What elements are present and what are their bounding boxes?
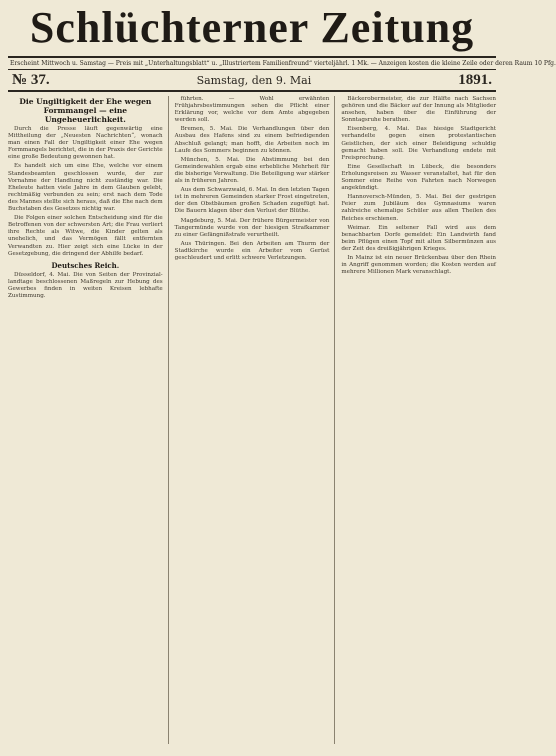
subscription-line: Erscheint Mittwoch u. Samstag — Preis mit „Unterhaltungsblatt“ u. „Illustriertem Familienfreund“ vierteljährl. 1 Mk. — Anzeigen kosten die kleine Zeile oder deren Raum 10 Pfg. bbox=[8, 56, 496, 70]
article-paragraph: Die Folgen einer solchen Entscheidung sind für die Betroffenen von der schwersten Art; die Frau verliert ihre Rechte als Witwe, die Kinder gelten als unehelich, und das Vermögen fällt entfernten Verwandten zu. Hier zeigt sich eine Lücke in der Gesetzgebung, die dringend der Abhilfe bedarf. bbox=[8, 215, 163, 257]
article-paragraph: Bäckerobermeister, die zur Hälfte nach Sachsen gehören und die Bäcker auf der Innung als Mitglieder ansehen, haben über die Einführung der Sonntagsruhe berathen. bbox=[341, 96, 497, 124]
article-paragraph: Eisenberg, 4. Mai. Das hiesige Stadtgericht verhandelte gegen einen protestantischen Geistlichen, der sich einer Beleidigung schuldig gemacht haben soll. Die Verhandlung endete mit Freisprechung. bbox=[341, 126, 497, 161]
article-paragraph: Düsseldorf, 4. Mai. Die von Seiten der Provinziallandtage beschlossenen Maßregeln zur Hebung des Gewerbes finden in weiten Kreisen lebhafte Zustimmung. bbox=[8, 271, 163, 299]
section-heading: Deutsches Reich. bbox=[51, 260, 120, 270]
date-bar bbox=[8, 70, 496, 92]
masthead-title: Schlüchterner Zeitung bbox=[29, 3, 475, 52]
column-3 bbox=[341, 96, 496, 744]
article-paragraph: Bremen, 5. Mai. Die Verhandlungen über den Ausbau des Hafens sind zu einem befriedigenden Abschluß gelangt; man hofft, die Arbeiten noch im Laufe des Sommers beginnen zu können. bbox=[174, 126, 330, 154]
article-columns bbox=[8, 96, 496, 744]
issue-date: Samstag, den 9. Mai bbox=[196, 73, 312, 87]
article-paragraph: Eine Gesellschaft in Lübeck, die besonders Erholungsreisen zu Wasser veranstaltet, hat für den Sommer eine Reihe von Fahrten nach Norwegen angekündigt. bbox=[341, 163, 497, 192]
column-2 bbox=[175, 96, 336, 744]
article-paragraph: Aus dem Schwarzwald, 6. Mai. In den letzten Tagen ist in mehreren Gemeinden starker Frost eingetreten, der den Obstbäumen großen Schaden zugefügt hat. Die Bauern klagen über den Verlust der Blüthe. bbox=[174, 187, 330, 215]
article-paragraph: führten. — Wohl erwähnten Frühjahrsbestimmungen sehen die Pflicht einer Erklärung vor, welche vor dem Amte abgegeben werden soll. bbox=[174, 96, 330, 124]
issue-year: 1891. bbox=[458, 71, 492, 88]
article-paragraph: Durch die Presse läuft gegenwärtig eine Mittheilung der „Neuesten Nachrichten“, wonach man einen Fall der Ungiltigkeit einer Ehe wegen Formmangels berichtet, die in der Praxis der Gerichte eine große Bedeutung gewonnen hat. bbox=[8, 126, 163, 161]
article-paragraph: Magdeburg, 5. Mai. Der frühere Bürgermeister von Tangermünde wurde von der hiesigen Strafkammer zu einer Gefängnißstrafe verurtheilt. bbox=[174, 217, 330, 238]
article-heading: Die Ungiltigkeit der Ehe wegen Formmangel — eine Ungeheuerlichkeit. bbox=[19, 97, 152, 124]
article-paragraph: In Mainz ist ein neuer Brückenbau über den Rhein in Angriff genommen worden; die Kosten werden auf mehrere Millionen Mark veranschlagt. bbox=[341, 254, 497, 276]
article-paragraph: Weimar. Ein seltener Fall wird aus dem benachbarten Dorfe gemeldet: Ein Landwirth fand beim Pflügen einen Topf mit alten Silbermünzen aus der Zeit des dreißigjährigen Krieges. bbox=[341, 224, 497, 252]
article-paragraph: Hannoversch-Münden, 5. Mai. Bei der gestrigen Feier zum Jubiläum des Gymnasiums waren zahlreiche ehemalige Schüler aus allen Theilen des Reiches erschienen. bbox=[341, 194, 497, 222]
column-1 bbox=[8, 96, 169, 744]
issue-number: № 37. bbox=[12, 71, 50, 88]
article-paragraph: Es handelt sich um eine Ehe, welche vor einem Standesbeamten geschlossen wurde, der zur Vornahme der Handlung nicht zuständig war. Die Eheleute hatten viele Jahre in dem Glauben gelebt, rechtmäßig verbunden zu sein; erst nach dem Tode des Mannes stellte sich heraus, daß die Ehe nach dem Buchstaben des Gesetzes nichtig war. bbox=[8, 163, 163, 213]
article-paragraph: Aus Thüringen. Bei den Arbeiten am Thurm der Stadtkirche wurde ein Arbeiter vom Gerüst geschleudert und erlitt schwere Verletzungen. bbox=[174, 240, 330, 261]
article-paragraph: München, 5. Mai. Die Abstimmung bei den Gemeindewahlen ergab eine erhebliche Mehrheit für die bisherige Verwaltung. Die Beteiligung war stärker als in früheren Jahren. bbox=[174, 156, 330, 185]
